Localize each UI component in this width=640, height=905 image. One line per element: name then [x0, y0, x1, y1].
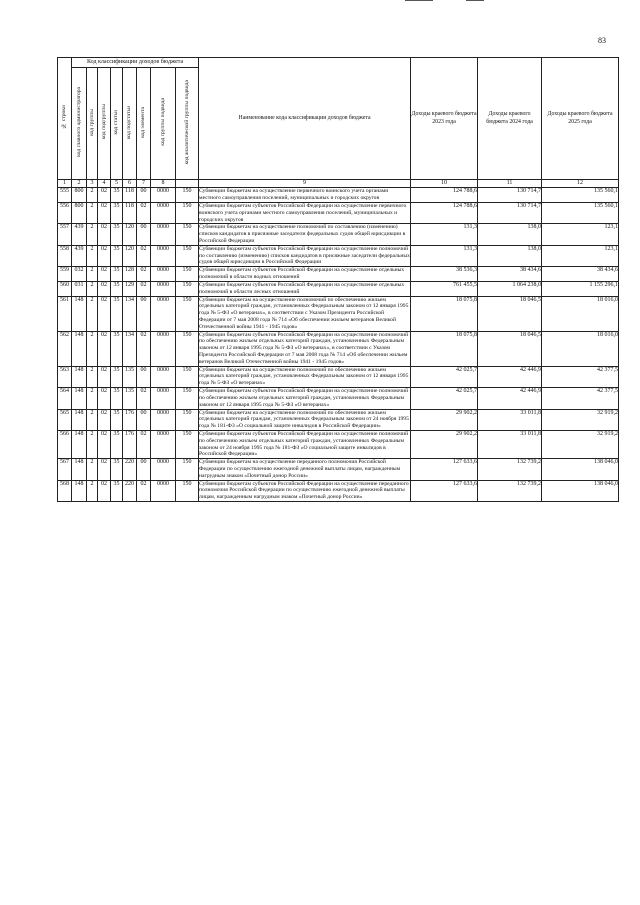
income-2023-cell: 18 075,8 — [411, 296, 478, 331]
income-2025-cell: 123,1 — [542, 245, 619, 266]
scan-artifact-line — [466, 0, 484, 1]
income-2025-cell: 32 919,2 — [542, 409, 619, 430]
revenue-name-cell: Субвенции бюджетам субъектов Российской Федерации на осуществление полномочий по составлению (изменению) списков кандидатов в присяжные заседатели федеральных судов общей юрисдикции в Российской Федерации — [199, 245, 410, 266]
group-code-cell: 2 — [87, 430, 98, 458]
article-code-cell: 35 — [111, 245, 123, 266]
article-code-cell: 35 — [111, 366, 123, 387]
row-number-cell: 564 — [58, 388, 72, 409]
header-code-group-col: код группы — [87, 68, 98, 180]
subarticle-code-cell: 128 — [123, 267, 137, 282]
group-code-cell: 2 — [87, 188, 98, 203]
subgroup-code-cell: 02 — [98, 409, 111, 430]
revenue-name-cell: Субвенции бюджетам на осуществление полномочий по обеспечению жильем отдельных категорий граждан, установленных Федеральным законом от 12 января 1995 года № 5-ФЗ «О ветеранах» — [199, 366, 411, 387]
revenue-name-cell: Субвенции бюджетам на осуществление полномочий по составлению (изменению) списков кандидатов в присяжные заседатели федеральных судов общей юрисдикции в Российской Федерации — [199, 224, 411, 245]
element-code-cell: 02 — [137, 245, 151, 266]
subkind-group-code-cell: 0000 — [151, 388, 176, 409]
subkind-group-code-cell: 0000 — [151, 224, 176, 245]
group-code-cell: 2 — [87, 296, 98, 331]
income-2025-cell: 138 046,0 — [542, 459, 619, 480]
income-2024-cell: 42 446,9 — [478, 388, 542, 409]
header-code-group: Код классификации доходов бюджета — [72, 58, 199, 68]
revenue-name-cell: Субвенции бюджетам субъектов Российской Федерации на осуществление переданного полномочия Российской Федерации по осуществлению ежегодной денежной выплаты лицам, награжденным нагрудным знаком «Почетный донор России» — [199, 480, 409, 501]
income-2024-cell: 130 714,7 — [478, 188, 542, 203]
article-code-cell: 35 — [111, 331, 123, 366]
header-code-article: код статьи — [111, 68, 123, 180]
group-code-cell: 2 — [87, 331, 98, 366]
column-number: 10 — [411, 180, 478, 188]
table-row — [58, 296, 619, 331]
income-2024-cell: 130 714,7 — [478, 202, 542, 223]
analytic-code-cell: 150 — [176, 224, 199, 245]
income-2025-cell: 38 434,6 — [542, 267, 619, 282]
income-2023-cell: 42 025,7 — [411, 388, 478, 409]
article-code-cell: 35 — [111, 296, 123, 331]
column-number: 11 — [478, 180, 542, 188]
income-2024-cell: 42 446,9 — [478, 366, 542, 387]
revenue-name-cell: Субвенции бюджетам на осуществление первичного воинского учета органами местного самоуправления поселений, муниципальных и городских округов — [199, 188, 411, 203]
row-number-cell: 561 — [58, 296, 72, 331]
group-code-cell: 2 — [87, 224, 98, 245]
income-2024-cell: 1 064 238,0 — [478, 281, 542, 296]
income-2025-cell: 138 046,0 — [542, 480, 619, 501]
income-2023-cell: 42 025,7 — [411, 366, 478, 387]
income-2023-cell: 131,3 — [411, 224, 478, 245]
group-code-cell: 2 — [87, 202, 98, 223]
table-body — [58, 188, 619, 502]
income-2025-cell: 42 377,5 — [542, 366, 619, 387]
revenue-name-cell: Субвенции бюджетам на осуществление полномочий по обеспечению жильем отдельных категорий граждан, установленных Федеральным законом от 12 января 1995 года № 5-ФЗ «О ветеранах», в соответствии с Указом Президента Российской Федерации от 7 мая 2008 года № 714 «Об обеспечении жильем ветеранов Великой Отечественной войны 1941 - 1945 годов» — [199, 296, 411, 331]
subgroup-code-cell: 02 — [98, 430, 111, 458]
subarticle-code-cell: 220 — [123, 459, 137, 480]
article-code-cell: 35 — [111, 459, 123, 480]
income-2024-cell: 18 046,5 — [478, 331, 542, 366]
subkind-group-code-cell: 0000 — [151, 281, 176, 296]
income-2024-cell: 132 739,2 — [478, 459, 542, 480]
table-row — [58, 459, 619, 480]
table-row — [58, 188, 619, 203]
row-number-cell: 556 — [58, 202, 72, 223]
revenue-name-cell: Субвенции бюджетам субъектов Российской Федерации на осуществление отдельных полномочий в области водных отношений — [199, 267, 411, 282]
subarticle-code-cell: 118 — [123, 188, 137, 203]
income-2025-cell: 32 919,2 — [542, 430, 619, 458]
subarticle-code-cell: 135 — [123, 366, 137, 387]
subarticle-code-cell: 129 — [123, 281, 137, 296]
income-2024-cell: 132 739,2 — [478, 480, 542, 501]
article-code-cell: 35 — [111, 188, 123, 203]
revenue-name-cell: Субвенции бюджетам субъектов Российской Федерации на осуществление отдельных полномочий в области лесных отношений — [199, 281, 411, 296]
subkind-group-code-cell: 0000 — [151, 366, 176, 387]
element-code-cell: 00 — [137, 224, 151, 245]
header-code-admin: код главного администратора — [72, 68, 87, 180]
table-row — [58, 267, 619, 282]
element-code-cell: 02 — [137, 480, 151, 501]
subgroup-code-cell: 02 — [98, 224, 111, 245]
subarticle-code-cell: 120 — [123, 245, 137, 266]
table-row — [58, 366, 619, 387]
subkind-group-code-cell: 0000 — [151, 245, 176, 266]
column-number: 4 — [98, 180, 111, 188]
header-code-subgroup: код подгруппы — [98, 68, 111, 180]
row-number-cell: 558 — [58, 245, 72, 266]
header-row-number-label: № строки — [61, 105, 68, 129]
column-number: 6 — [123, 180, 137, 188]
budget-revenue-table — [57, 57, 619, 502]
admin-code-cell: 148 — [72, 366, 87, 387]
revenue-name-cell: Субвенции бюджетам на осуществление переданного полномочия Российской Федерации по осуществлению ежегодной денежной выплаты лицам, награжденным нагрудным знаком «Почетный донор России» — [199, 459, 411, 480]
column-number: 12 — [542, 180, 619, 188]
income-2023-cell: 29 902,2 — [411, 409, 478, 430]
group-code-cell: 2 — [87, 366, 98, 387]
row-number-cell: 565 — [58, 409, 72, 430]
element-code-cell: 02 — [137, 331, 151, 366]
income-2024-cell: 138,0 — [478, 224, 542, 245]
element-code-cell: 00 — [137, 188, 151, 203]
header-income-2025: Доходы краевого бюджета 2025 года — [542, 58, 619, 180]
admin-code-cell: 148 — [72, 430, 87, 458]
admin-code-cell: 032 — [72, 267, 87, 282]
income-2025-cell: 18 016,0 — [542, 331, 619, 366]
subarticle-code-cell: 176 — [123, 430, 137, 458]
income-2024-cell: 33 011,8 — [478, 430, 542, 458]
subgroup-code-cell: 02 — [98, 188, 111, 203]
admin-code-cell: 800 — [72, 188, 87, 203]
group-code-cell: 2 — [87, 388, 98, 409]
group-code-cell: 2 — [87, 459, 98, 480]
header-code-subarticle: код подстатьи — [123, 68, 137, 180]
subarticle-code-cell: 120 — [123, 224, 137, 245]
admin-code-cell: 439 — [72, 224, 87, 245]
revenue-name-cell: Субвенции бюджетам на осуществление полномочий по обеспечению жильем отдельных категорий граждан, установленных Федеральным законом от 24 ноября 1995 года № 181-ФЗ «О социальной защите инвалидов в Российской Федерации» — [199, 409, 409, 430]
analytic-code-cell: 150 — [176, 409, 199, 430]
admin-code-cell: 148 — [72, 331, 87, 366]
subgroup-code-cell: 02 — [98, 331, 111, 366]
table-row — [58, 409, 619, 430]
subarticle-code-cell: 176 — [123, 409, 137, 430]
table-row — [58, 224, 619, 245]
group-code-cell: 2 — [87, 281, 98, 296]
row-number-cell: 562 — [58, 331, 72, 366]
table-row — [58, 281, 619, 296]
admin-code-cell: 800 — [72, 202, 87, 223]
analytic-code-cell: 150 — [176, 245, 199, 266]
revenue-name-cell: Субвенции бюджетам субъектов Российской Федерации на осуществление первичного воинского учета органами местного самоуправления поселений, муниципальных и городских округов — [199, 202, 411, 223]
analytic-code-cell: 150 — [176, 281, 199, 296]
header-code-analytic: код аналитической группы подвида — [176, 68, 199, 180]
table-row — [58, 480, 619, 501]
element-code-cell: 00 — [137, 409, 151, 430]
admin-code-cell: 148 — [72, 480, 87, 501]
subkind-group-code-cell: 0000 — [151, 202, 176, 223]
subkind-group-code-cell: 0000 — [151, 430, 176, 458]
income-2023-cell: 127 633,6 — [411, 480, 478, 501]
income-2025-cell: 135 560,1 — [542, 188, 619, 203]
income-2024-cell: 138,0 — [478, 245, 542, 266]
scan-artifact-line — [405, 0, 433, 1]
income-2023-cell: 38 536,3 — [411, 267, 478, 282]
subkind-group-code-cell: 0000 — [151, 296, 176, 331]
analytic-code-cell: 150 — [176, 366, 199, 387]
column-number: 5 — [111, 180, 123, 188]
admin-code-cell: 148 — [72, 409, 87, 430]
income-2023-cell: 29 902,2 — [411, 430, 478, 458]
analytic-code-cell: 150 — [176, 430, 199, 458]
element-code-cell: 02 — [137, 281, 151, 296]
row-number-cell: 566 — [58, 430, 72, 458]
analytic-code-cell: 150 — [176, 202, 199, 223]
admin-code-cell: 148 — [72, 296, 87, 331]
subgroup-code-cell: 02 — [98, 366, 111, 387]
subarticle-code-cell: 220 — [123, 480, 137, 501]
subgroup-code-cell: 02 — [98, 296, 111, 331]
column-number: 9 — [199, 180, 411, 188]
income-2023-cell: 124 788,6 — [411, 188, 478, 203]
income-2024-cell: 18 046,5 — [478, 296, 542, 331]
subkind-group-code-cell: 0000 — [151, 331, 176, 366]
income-2024-cell: 38 434,6 — [478, 267, 542, 282]
header-name: Наименование кода классификации доходов бюджета — [199, 58, 411, 180]
admin-code-cell: 439 — [72, 245, 87, 266]
admin-code-cell: 148 — [72, 388, 87, 409]
income-2023-cell: 124 788,6 — [411, 202, 478, 223]
revenue-name-cell: Субвенции бюджетам субъектов Российской Федерации на осуществление полномочий по обеспечению жильем отдельных категорий граждан, установленных Федеральным законом от 24 ноября 1995 года № 181-ФЗ «О социальной защите инвалидов в Российской Федерации» — [199, 430, 411, 458]
analytic-code-cell: 150 — [176, 267, 199, 282]
subarticle-code-cell: 118 — [123, 202, 137, 223]
admin-code-cell: 031 — [72, 281, 87, 296]
header-code-element: код элемента — [137, 68, 151, 180]
analytic-code-cell: 150 — [176, 480, 199, 501]
subgroup-code-cell: 02 — [98, 459, 111, 480]
element-code-cell: 00 — [137, 459, 151, 480]
row-number-cell: 560 — [58, 281, 72, 296]
subkind-group-code-cell: 0000 — [151, 459, 176, 480]
admin-code-cell: 148 — [72, 459, 87, 480]
subkind-group-code-cell: 0000 — [151, 188, 176, 203]
subarticle-code-cell: 134 — [123, 296, 137, 331]
element-code-cell: 02 — [137, 388, 151, 409]
row-number-cell: 555 — [58, 188, 72, 203]
income-2023-cell: 761 455,5 — [411, 281, 478, 296]
analytic-code-cell: 150 — [176, 459, 199, 480]
revenue-name-cell: Субвенции бюджетам субъектов Российской Федерации на осуществление полномочий по обеспечению жильем отдельных категорий граждан, установленных Федеральным законом от 12 января 1995 года № 5-ФЗ «О ветеранах», в соответствии с Указом Президента Российской Федерации от 7 мая 2008 года № 714 «Об обеспечении жильем ветеранов Великой Отечественной войны 1941 - 1945 годов» — [199, 331, 411, 366]
column-number-row — [58, 180, 619, 188]
article-code-cell: 35 — [111, 480, 123, 501]
column-number: 1 — [58, 180, 72, 188]
row-number-cell: 567 — [58, 459, 72, 480]
header-income-2024: Доходы краевого бюджета 2024 года — [478, 58, 542, 180]
article-code-cell: 35 — [111, 388, 123, 409]
group-code-cell: 2 — [87, 409, 98, 430]
column-number: 7 — [137, 180, 151, 188]
group-code-cell: 2 — [87, 245, 98, 266]
column-number: 2 — [72, 180, 87, 188]
income-2025-cell: 42 377,5 — [542, 388, 619, 409]
article-code-cell: 35 — [111, 430, 123, 458]
income-2025-cell: 18 016,0 — [542, 296, 619, 331]
article-code-cell: 35 — [111, 281, 123, 296]
income-2025-cell: 135 560,1 — [542, 202, 619, 223]
income-2023-cell: 131,3 — [411, 245, 478, 266]
income-2025-cell: 1 155 296,1 — [542, 281, 619, 296]
page-number: 83 — [598, 36, 606, 45]
row-number-cell: 557 — [58, 224, 72, 245]
subgroup-code-cell: 02 — [98, 202, 111, 223]
subgroup-code-cell: 02 — [98, 480, 111, 501]
income-2023-cell: 18 075,8 — [411, 331, 478, 366]
article-code-cell: 35 — [111, 267, 123, 282]
subkind-group-code-cell: 0000 — [151, 480, 176, 501]
income-2023-cell: 127 633,6 — [411, 459, 478, 480]
element-code-cell: 00 — [137, 366, 151, 387]
table-row — [58, 331, 619, 366]
subgroup-code-cell: 02 — [98, 245, 111, 266]
income-2024-cell: 33 011,8 — [478, 409, 542, 430]
group-code-cell: 2 — [87, 480, 98, 501]
element-code-cell: 02 — [137, 202, 151, 223]
subgroup-code-cell: 02 — [98, 388, 111, 409]
row-number-cell: 568 — [58, 480, 72, 501]
row-number-cell: 563 — [58, 366, 72, 387]
element-code-cell: 02 — [137, 430, 151, 458]
row-number-cell: 559 — [58, 267, 72, 282]
subarticle-code-cell: 134 — [123, 331, 137, 366]
column-number: 3 — [87, 180, 98, 188]
table-row — [58, 202, 619, 223]
element-code-cell: 00 — [137, 296, 151, 331]
subkind-group-code-cell: 0000 — [151, 267, 176, 282]
element-code-cell: 02 — [137, 267, 151, 282]
income-2025-cell: 123,1 — [542, 224, 619, 245]
article-code-cell: 35 — [111, 224, 123, 245]
analytic-code-cell: 150 — [176, 331, 199, 366]
header-income-2023: Доходы краевого бюджета 2023 года — [411, 58, 478, 180]
table-row — [58, 430, 619, 458]
revenue-name-cell: Субвенции бюджетам субъектов Российской Федерации на осуществление полномочий по обеспечению жильем отдельных категорий граждан, установленных Федеральным законом от 12 января 1995 года № 5-ФЗ «О ветеранах» — [199, 388, 411, 409]
subgroup-code-cell: 02 — [98, 281, 111, 296]
group-code-cell: 2 — [87, 267, 98, 282]
column-number: 8 — [151, 180, 176, 188]
header-code-subkind-group: код группы подвида — [151, 68, 176, 180]
article-code-cell: 35 — [111, 409, 123, 430]
analytic-code-cell: 150 — [176, 388, 199, 409]
analytic-code-cell: 150 — [176, 188, 199, 203]
article-code-cell: 35 — [111, 202, 123, 223]
header-row-number — [58, 58, 72, 180]
table-row — [58, 245, 619, 266]
column-number-spacer — [176, 180, 199, 188]
analytic-code-cell: 150 — [176, 296, 199, 331]
subarticle-code-cell: 135 — [123, 388, 137, 409]
subkind-group-code-cell: 0000 — [151, 409, 176, 430]
table-row — [58, 388, 619, 409]
subgroup-code-cell: 02 — [98, 267, 111, 282]
